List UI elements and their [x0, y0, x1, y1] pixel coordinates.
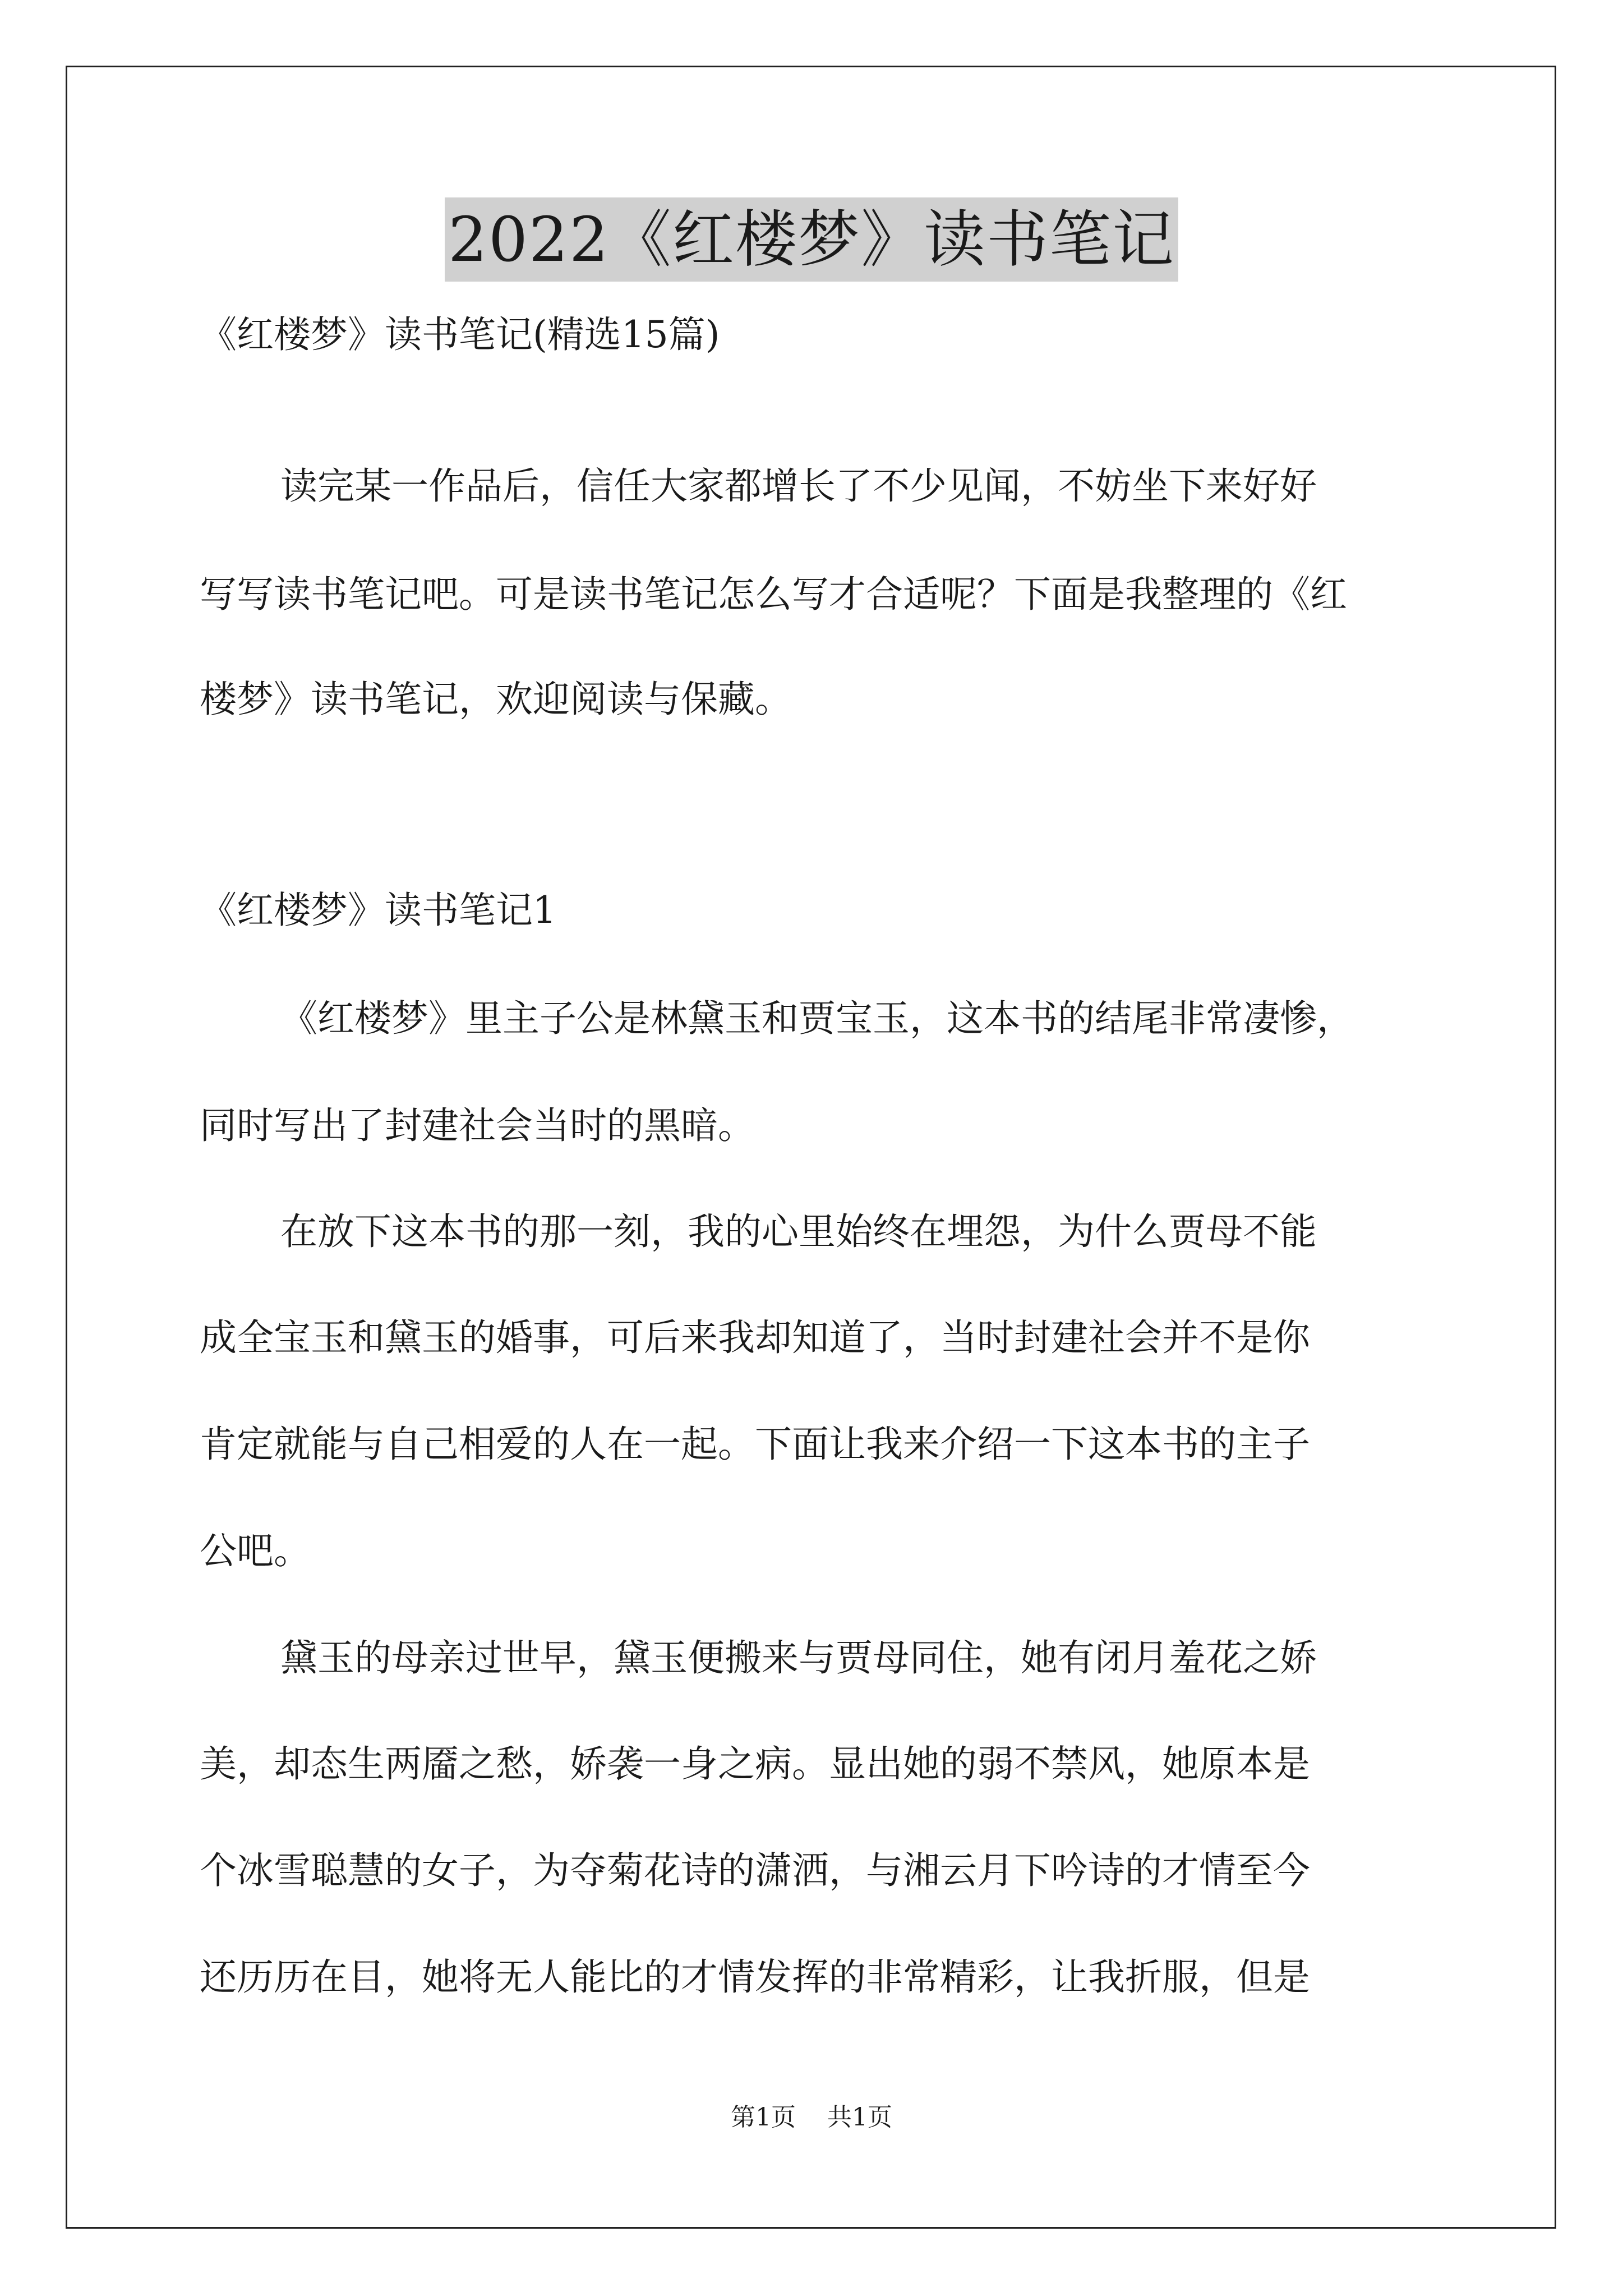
para2-line-2: 成全宝玉和黛玉的婚事，可后来我却知道了，当时封建社会并不是你: [200, 1316, 1310, 1359]
section-heading: 《红楼梦》读书笔记1: [200, 889, 556, 932]
para2-line-3: 肯定就能与自己相爱的人在一起。下面让我来介绍一下这本书的主子: [200, 1423, 1310, 1466]
intro-line-1: 读完某一作品后，信任大家都增长了不少见闻，不妨坐下来好好: [280, 464, 1317, 508]
para3-line-2: 美，却态生两靥之愁，娇袭一身之病。显出她的弱不禁风，她原本是: [200, 1742, 1310, 1786]
page-total: 共1页: [827, 2103, 892, 2132]
title-container: [0, 197, 1623, 282]
document-subtitle: 《红楼梦》读书笔记(精选15篇): [200, 313, 720, 356]
intro-line-3: 楼梦》读书笔记，欢迎阅读与保藏。: [200, 678, 792, 721]
document-title: 2022《红楼梦》读书笔记: [445, 197, 1178, 282]
page-footer: [0, 2101, 1623, 2134]
para3-line-1: 黛玉的母亲过世早，黛玉便搬来与贾母同住，她有闭月羞花之娇: [280, 1636, 1317, 1680]
para3-line-4: 还历历在目，她将无人能比的才情发挥的非常精彩，让我折服，但是: [200, 1955, 1310, 1999]
page-number: 第1页: [731, 2103, 796, 2132]
para1-line-1: 《红楼梦》里主子公是林黛玉和贾宝玉，这本书的结尾非常凄惨，: [280, 997, 1354, 1040]
intro-line-2: 写写读书笔记吧。可是读书笔记怎么写才合适呢？下面是我整理的《红: [200, 573, 1347, 616]
para3-line-3: 个冰雪聪慧的女子，为夺菊花诗的潇洒，与湘云月下吟诗的才情至今: [200, 1849, 1310, 1892]
para2-line-4: 公吧。: [200, 1529, 311, 1572]
para2-line-1: 在放下这本书的那一刻，我的心里始终在埋怨，为什么贾母不能: [280, 1210, 1317, 1253]
para1-line-2: 同时写出了封建社会当时的黑暗。: [200, 1104, 755, 1147]
